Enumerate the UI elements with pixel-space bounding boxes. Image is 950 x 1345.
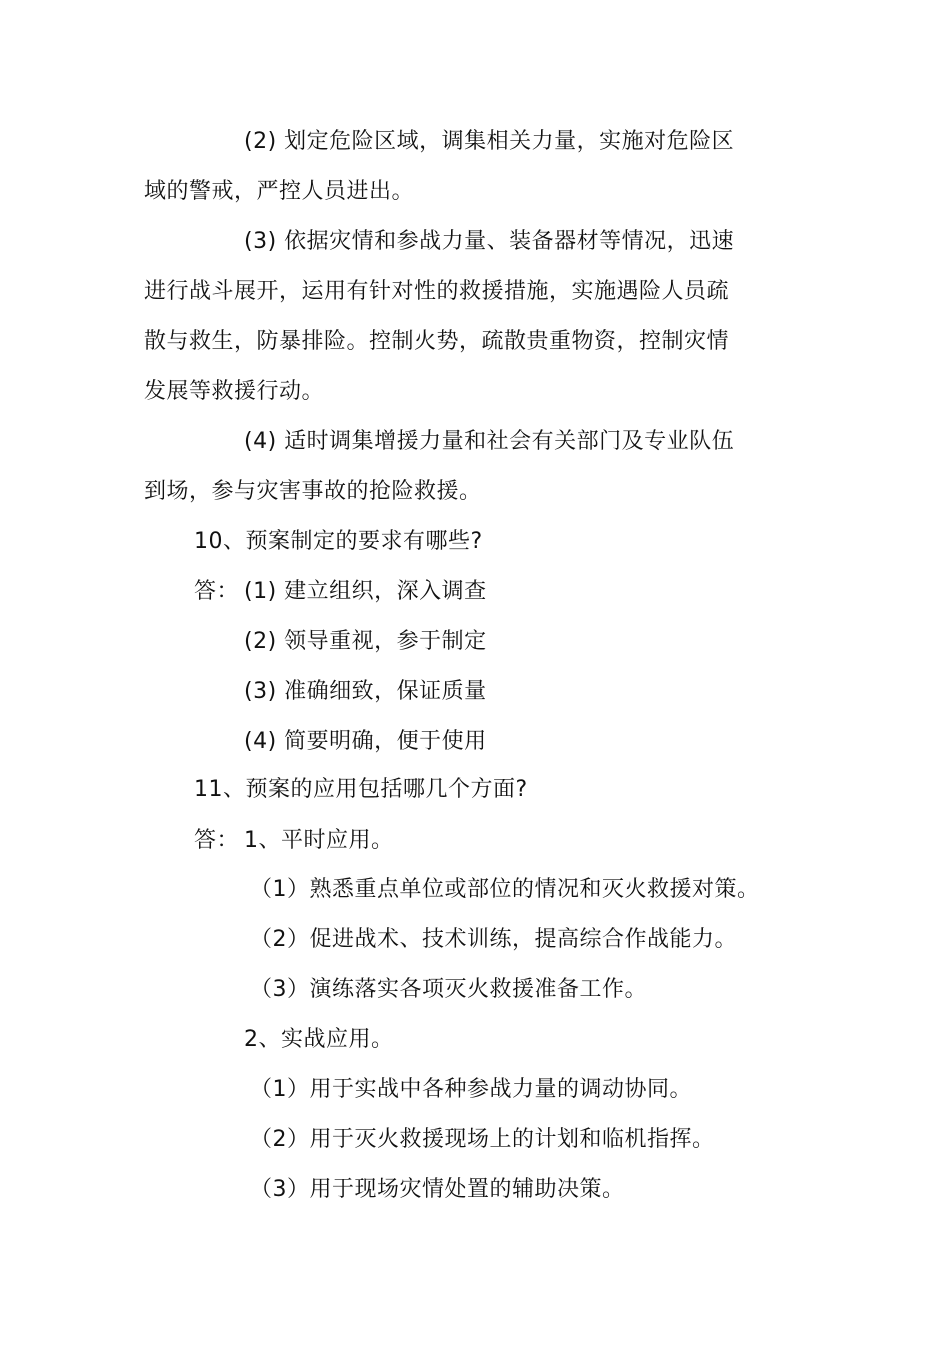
answer-11-label: 答：	[194, 828, 240, 853]
answer-11-section-2-item-1: （1）用于实战中各种参战力量的调动协同。	[250, 1077, 692, 1102]
answer-11-section-2: 2、实战应用。	[244, 1027, 394, 1052]
paragraph-3-line-4: 发展等救援行动。	[144, 379, 325, 404]
paragraph-3-line-3: 散与救生，防暴排险。控制火势，疏散贵重物资，控制灾情	[144, 329, 730, 354]
paragraph-2-line-1: (2) 划定危险区域，调集相关力量，实施对危险区	[244, 129, 735, 154]
paragraph-2-line-2: 域的警戒，严控人员进出。	[144, 179, 415, 204]
paragraph-4-line-2: 到场，参与灾害事故的抢险救援。	[144, 479, 482, 504]
answer-10-item-1: (1) 建立组织，深入调查	[244, 579, 487, 604]
paragraph-3-line-2: 进行战斗展开，运用有针对性的救援措施，实施遇险人员疏	[144, 279, 730, 304]
paragraph-3-line-1: (3) 依据灾情和参战力量、装备器材等情况，迅速	[244, 229, 735, 254]
answer-11-section-1-item-3: （3）演练落实各项灭火救援准备工作。	[250, 977, 647, 1002]
answer-10-label: 答：	[194, 579, 240, 604]
answer-11-section-1-item-1: （1）熟悉重点单位或部位的情况和灭火救援对策。	[250, 877, 760, 902]
answer-11-section-2-item-3: （3）用于现场灾情处置的辅助决策。	[250, 1177, 625, 1202]
answer-10-item-4: (4) 简要明确，便于使用	[244, 729, 487, 754]
answer-11-section-1-item-2: （2）促进战术、技术训练，提高综合作战能力。	[250, 927, 737, 952]
answer-10-item-2: (2) 领导重视，参于制定	[244, 629, 487, 654]
answer-10-item-3: (3) 准确细致，保证质量	[244, 679, 487, 704]
question-11: 11、预案的应用包括哪几个方面?	[194, 777, 528, 802]
answer-11-section-1: 1、平时应用。	[244, 828, 394, 853]
question-10: 10、预案制定的要求有哪些?	[194, 529, 483, 554]
answer-11-section-2-item-2: （2）用于灭火救援现场上的计划和临机指挥。	[250, 1127, 715, 1152]
paragraph-4-line-1: (4) 适时调集增援力量和社会有关部门及专业队伍	[244, 429, 735, 454]
